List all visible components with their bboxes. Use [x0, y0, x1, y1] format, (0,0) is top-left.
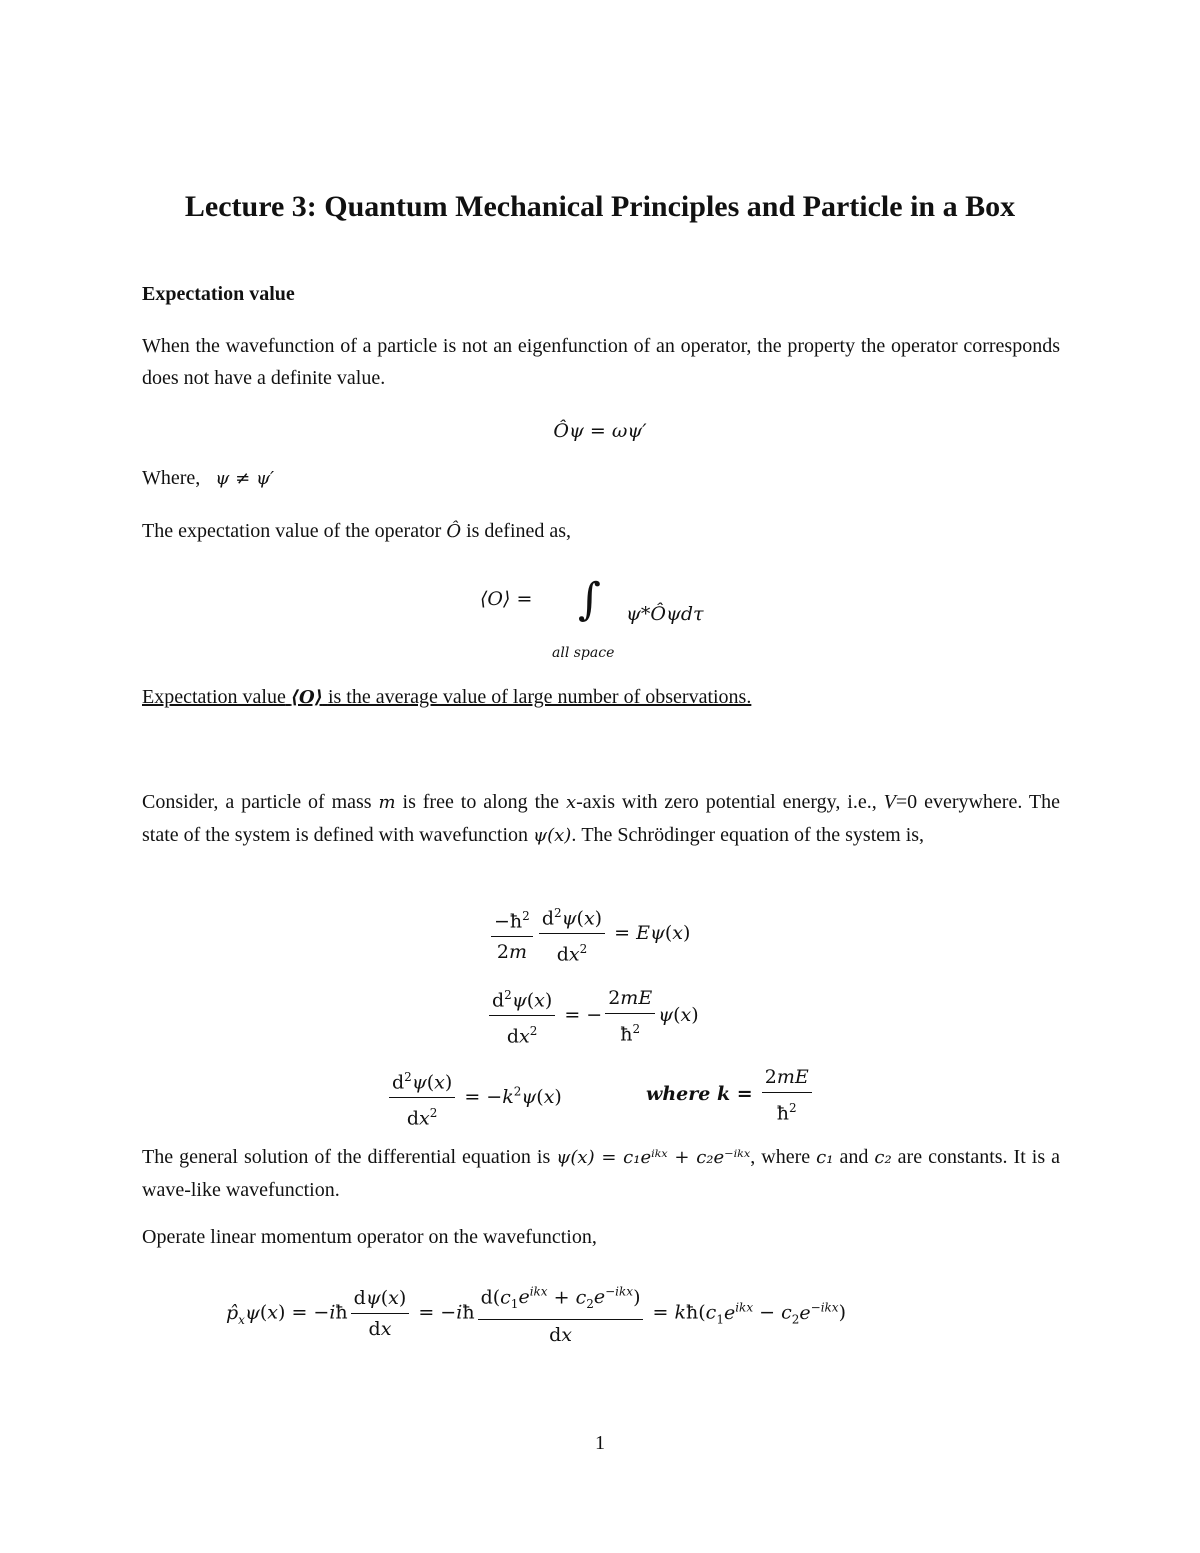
integral-sign: ∫	[578, 574, 601, 625]
where-line: Where, ψ ≠ ψ′	[142, 467, 275, 489]
momentum-equation: $p̂_x\psi(x)$ = −iħ $\frac{d\psi(x)}{dx}$ = −iħ $\frac{d(c_1e^{ikx} + c_2e^{-ikx})}{dx}$ = $kħ(c_1e^{ikx} - c_2e^{-ikx})$	[226, 1277, 846, 1350]
k-definition: where k = $\frac{2mE}{ħ^2}$	[646, 1062, 815, 1128]
paragraph-3: Consider, a particle of mass m is free to along the x-axis with zero potential energy, i.e., V=0 everywhere. The state of the system is defined with wavefunction ψ(x). The Schrödinger equation of the system is,	[142, 791, 1060, 846]
schrodinger-equation-2: $\frac{d^2\psi(x)}{dx^2}$ = − $\frac{2mE}{ħ^2}$ ψ(x)	[486, 980, 699, 1052]
paragraph-5: Operate linear momentum operator on the wavefunction,	[142, 1226, 597, 1248]
equation-expectation-integrand: ψ*Ôψdτ	[626, 603, 704, 625]
page-title: Lecture 3: Quantum Mechanical Principles and Particle in a Box	[184, 190, 1016, 223]
schrodinger-equation-3: $\frac{d^2\psi(x)}{dx^2}$ = $-k^2\psi(x)$	[386, 1062, 562, 1134]
equation-operator: Ôψ = ωψ′	[553, 420, 647, 442]
equation-expectation-lhs: ⟨O⟩ =	[480, 588, 533, 610]
paragraph-1: When the wavefunction of a particle is not an eigenfunction of an operator, the property the operator corresponds does not have a definite value.	[142, 335, 1060, 389]
paragraph-4: The general solution of the differential equation is ψ(x) = c₁eⁱᵏˣ + c₂e⁻ⁱᵏˣ, where c₁ and c₂ are constants. It is a wave-like wavefunction.	[142, 1146, 1061, 1201]
schrodinger-equation-1: $\frac{-ħ^2}{2m}$ $\frac{d^2\psi(x)}{dx^2}$ = Eψ(x)	[488, 898, 690, 970]
integral-limit: all space	[552, 645, 615, 661]
expectation-note: Expectation value ⟨O⟩ is the average value of large number of observations.	[142, 686, 752, 708]
page-number: 1	[595, 1432, 605, 1454]
section-heading: Expectation value	[142, 283, 295, 305]
paragraph-2: The expectation value of the operator Ô is defined as,	[142, 520, 572, 542]
